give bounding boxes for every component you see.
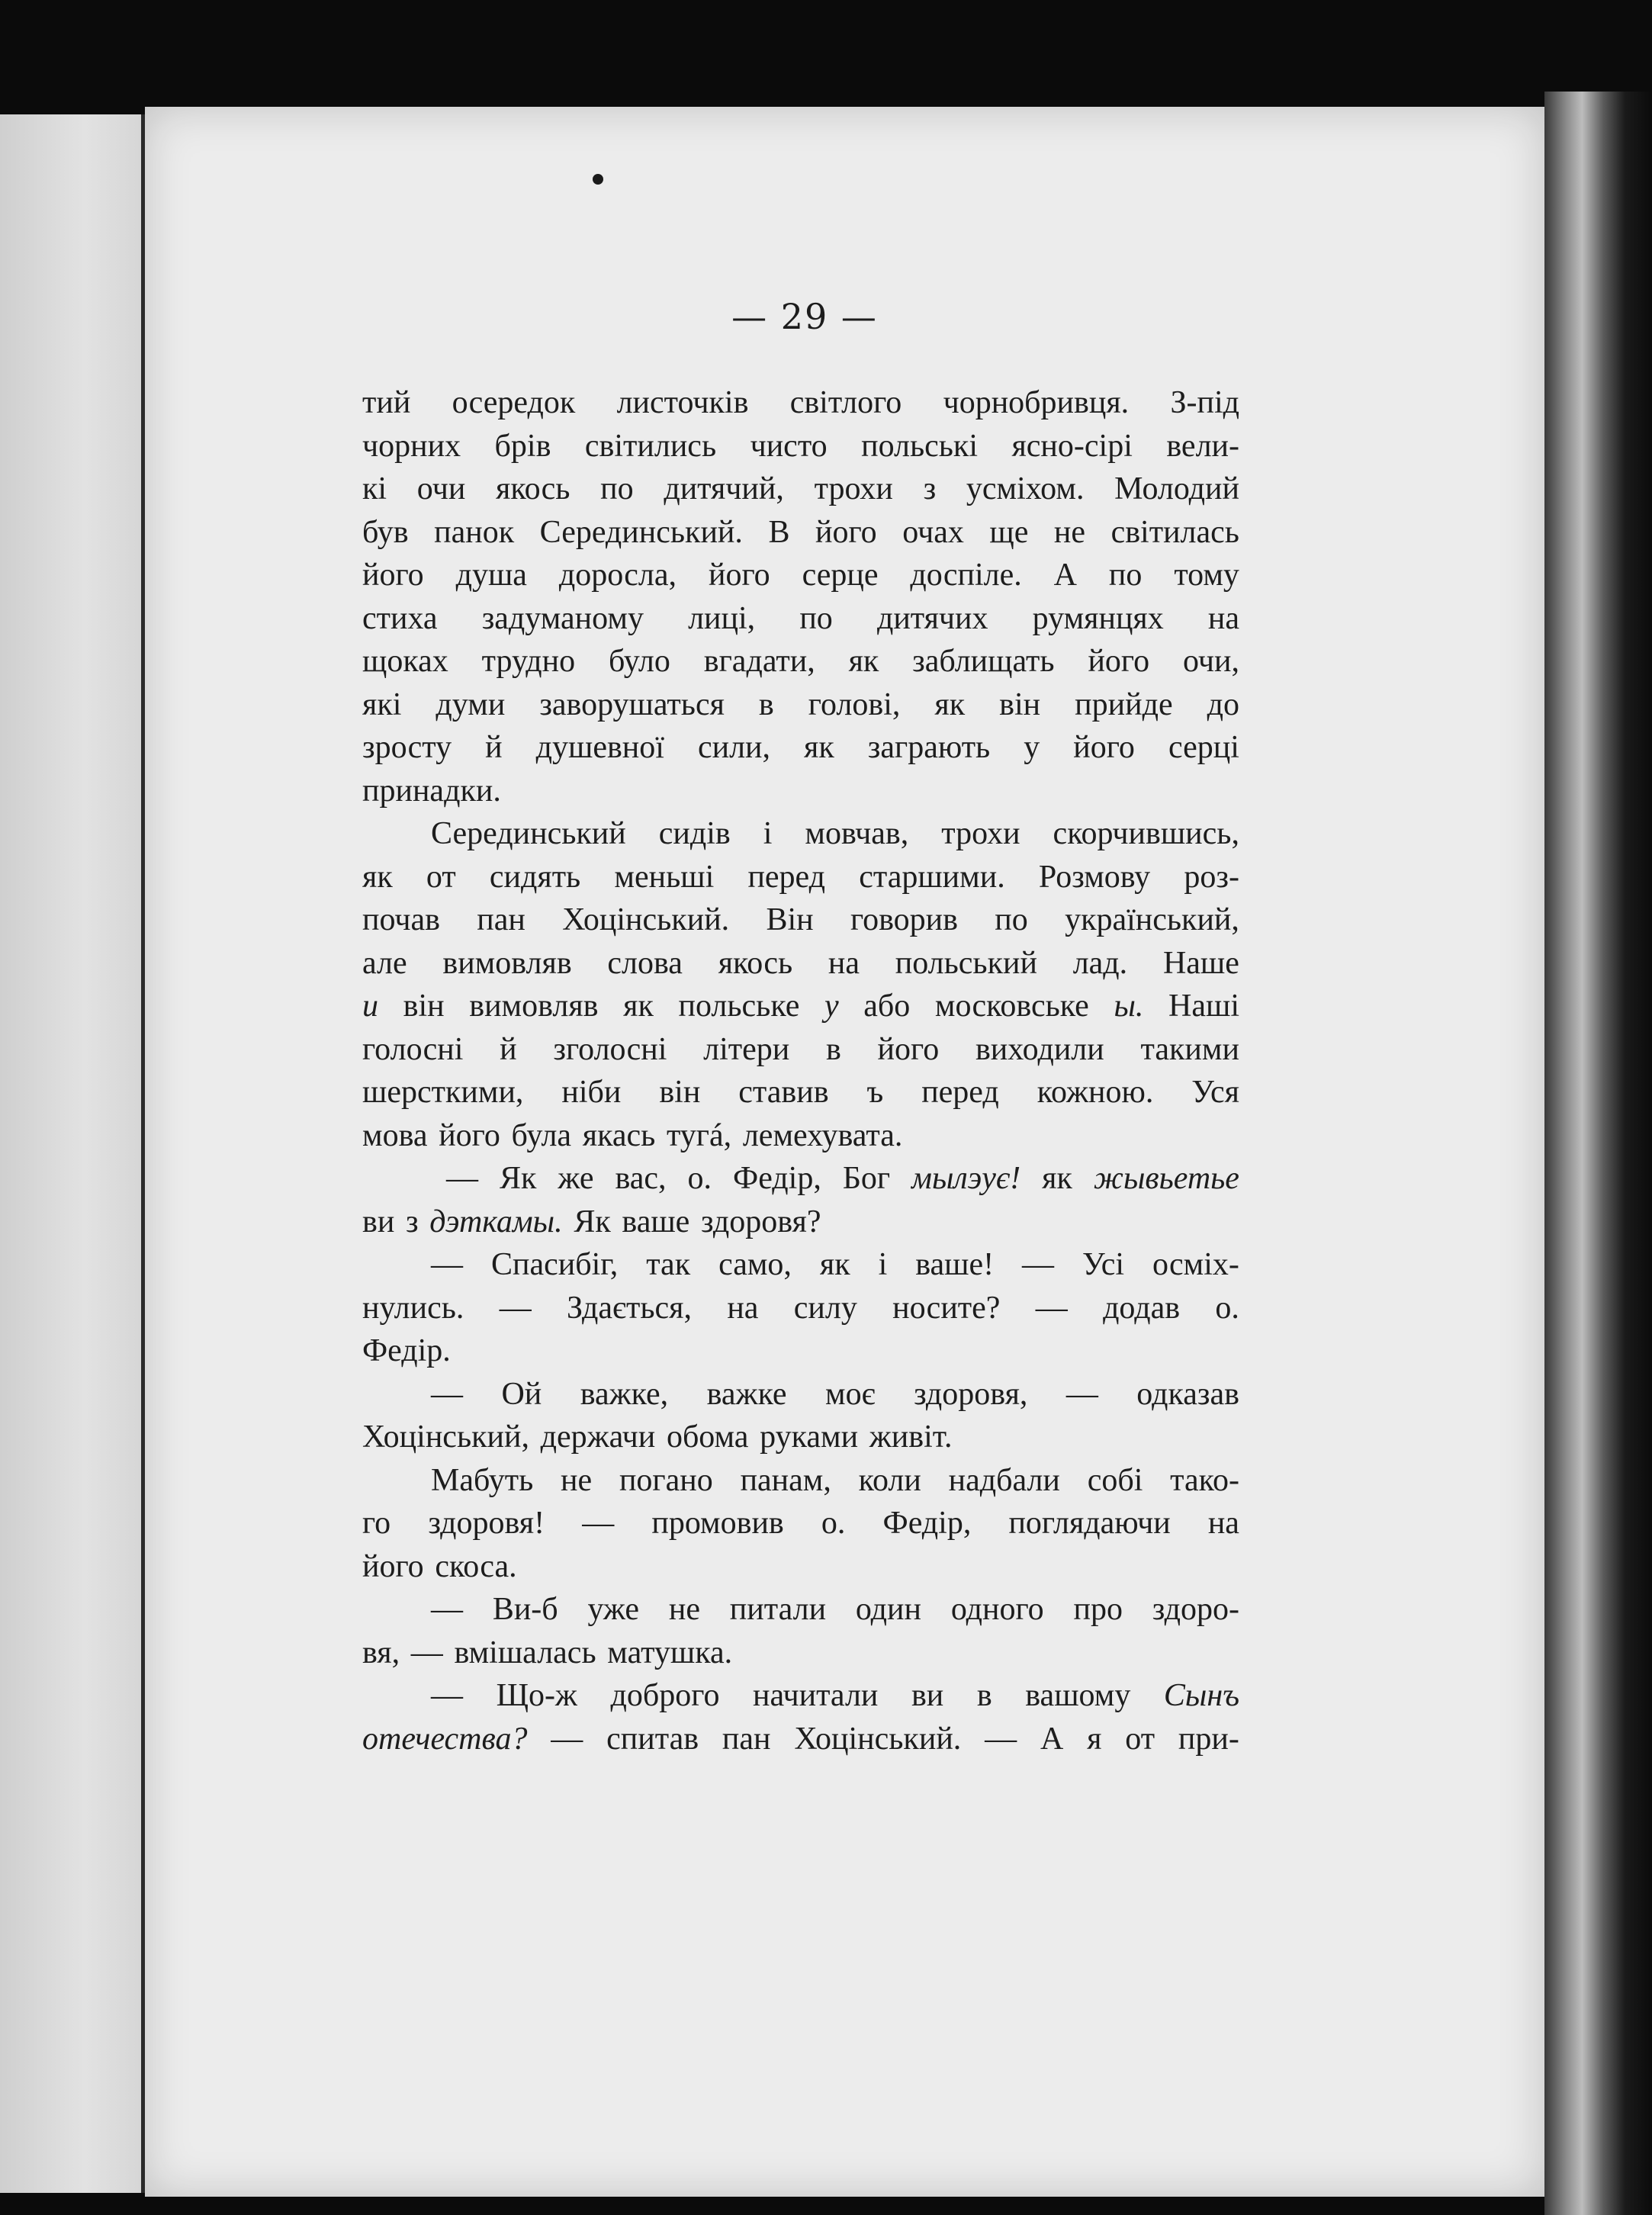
word: й xyxy=(485,730,503,765)
word: осміх- xyxy=(1152,1247,1239,1282)
word: душа xyxy=(455,558,527,593)
word: Хоцінський. xyxy=(562,902,730,937)
text-line xyxy=(362,511,1239,555)
word: вели- xyxy=(1166,428,1239,464)
word: Хоцінський, xyxy=(362,1419,529,1455)
text-line xyxy=(362,1459,1239,1503)
word: ставив xyxy=(738,1075,829,1110)
word: його xyxy=(1073,730,1135,765)
word: виходили xyxy=(975,1031,1104,1067)
word: здоро- xyxy=(1152,1592,1239,1627)
word: при- xyxy=(1178,1721,1239,1757)
word: — xyxy=(431,1678,463,1713)
word: ви xyxy=(362,1204,395,1239)
word: ніби xyxy=(561,1075,622,1110)
word: А xyxy=(1053,558,1077,593)
word: у xyxy=(1024,730,1040,765)
word: Розмову xyxy=(1038,859,1151,895)
word: пан xyxy=(722,1721,771,1757)
word: заворушаться xyxy=(539,686,725,722)
word: його xyxy=(877,1031,940,1067)
word: трохи xyxy=(814,471,893,506)
text-line xyxy=(362,1545,1239,1589)
word: старшими. xyxy=(859,859,1005,895)
text-line xyxy=(362,1718,1239,1761)
word: З-під xyxy=(1170,385,1239,420)
word: в xyxy=(758,686,774,722)
word: якось xyxy=(718,945,793,981)
word: такими xyxy=(1140,1031,1239,1067)
word: Як xyxy=(499,1161,537,1196)
word: вимовляв xyxy=(469,989,599,1024)
word: листочків xyxy=(616,385,749,420)
word: пан xyxy=(477,902,525,937)
word: як xyxy=(848,644,879,679)
word: Як xyxy=(574,1204,611,1239)
word: Він xyxy=(766,902,814,937)
word: Наші xyxy=(1168,989,1239,1024)
word: доброго xyxy=(610,1678,720,1713)
word: мовчав, xyxy=(805,816,909,851)
text-line xyxy=(362,381,1239,425)
word: Спасибіг, xyxy=(490,1247,619,1282)
word: мылэує! xyxy=(911,1161,1021,1196)
word: обома xyxy=(666,1419,749,1455)
word: в xyxy=(825,1031,841,1067)
word: осередок xyxy=(452,385,576,420)
word: по xyxy=(600,471,634,506)
word: його xyxy=(1088,644,1150,679)
word: жывьетье xyxy=(1093,1161,1239,1196)
word: польські xyxy=(861,428,978,464)
word: серце xyxy=(802,558,879,593)
word: ясно-сірі xyxy=(1011,428,1133,464)
word: нулись. xyxy=(362,1290,464,1326)
word: — xyxy=(1065,1376,1098,1412)
text-line xyxy=(362,812,1239,856)
text-line xyxy=(362,1243,1239,1287)
word: я xyxy=(1087,1721,1102,1757)
word: доросла, xyxy=(558,558,677,593)
word: як xyxy=(819,1247,850,1282)
word: мова xyxy=(362,1117,428,1153)
word: ъ xyxy=(866,1075,884,1110)
text-line xyxy=(362,1201,1239,1244)
word: меньші xyxy=(614,859,715,895)
word: Бог xyxy=(842,1161,891,1196)
word: руками xyxy=(760,1419,859,1455)
word: — xyxy=(1022,1247,1055,1282)
word: так xyxy=(646,1247,691,1282)
word: було xyxy=(609,644,670,679)
word: от xyxy=(1125,1721,1155,1757)
word: Сынъ xyxy=(1163,1678,1239,1713)
word: дитячий, xyxy=(664,471,784,506)
word: — xyxy=(431,1592,463,1627)
word: Ви-б xyxy=(492,1592,558,1627)
text-line xyxy=(362,640,1239,683)
word: він xyxy=(999,686,1041,722)
word: Усі xyxy=(1082,1247,1125,1282)
word: носите? xyxy=(892,1290,1001,1326)
word: ще xyxy=(989,514,1029,550)
word: заблищать xyxy=(912,644,1055,679)
word: якась xyxy=(582,1117,656,1153)
word: скорчившись, xyxy=(1053,816,1239,851)
word: лиці, xyxy=(688,600,756,636)
word: думи xyxy=(435,686,506,722)
word: держачи xyxy=(540,1419,656,1455)
word: начитали xyxy=(753,1678,879,1713)
word: — xyxy=(410,1635,443,1670)
word: не xyxy=(668,1592,700,1627)
word: й xyxy=(500,1031,517,1067)
word: вас, xyxy=(615,1161,667,1196)
word: вя, xyxy=(362,1635,400,1670)
word: перед xyxy=(921,1075,999,1110)
word: ваше! xyxy=(915,1247,995,1282)
word: говорив xyxy=(850,902,958,937)
word: само, xyxy=(718,1247,792,1282)
word: дитячих xyxy=(876,600,988,636)
word: важке xyxy=(706,1376,787,1412)
word: Що-ж xyxy=(496,1678,577,1713)
word: сили, xyxy=(697,730,771,765)
word: лемехувата. xyxy=(742,1117,903,1153)
word: голові, xyxy=(808,686,901,722)
word: по xyxy=(995,902,1028,937)
word: якось xyxy=(496,471,570,506)
word: В xyxy=(768,514,790,550)
word: тугá, xyxy=(666,1117,732,1153)
text-line xyxy=(362,1588,1239,1632)
word: брів xyxy=(494,428,551,464)
word: прийде xyxy=(1075,686,1173,722)
word: поглядаючи xyxy=(1008,1506,1171,1541)
word: він xyxy=(403,989,445,1024)
word: чорнобривця. xyxy=(943,385,1130,420)
word: здоровя! xyxy=(428,1506,545,1541)
word: вимовляв xyxy=(442,945,572,981)
word: Наше xyxy=(1162,945,1239,981)
word: польський xyxy=(895,945,1037,981)
word: і xyxy=(763,816,773,851)
page-number: — 29 — xyxy=(731,296,878,337)
word: його xyxy=(439,1117,500,1153)
word: Мабуть xyxy=(431,1462,534,1498)
word: от xyxy=(426,859,456,895)
word: о. xyxy=(821,1506,846,1541)
text-line xyxy=(362,468,1239,511)
word: очи, xyxy=(1182,644,1239,679)
word: як xyxy=(1042,1161,1072,1196)
word: тому xyxy=(1174,558,1239,593)
text-line xyxy=(362,1674,1239,1718)
word: го xyxy=(362,1506,391,1541)
word: — xyxy=(985,1721,1017,1757)
text-line xyxy=(362,683,1239,727)
text-line xyxy=(362,899,1239,942)
word: кожною. xyxy=(1037,1075,1154,1110)
text-line xyxy=(362,726,1239,770)
text-line xyxy=(362,1157,1239,1201)
word: же xyxy=(558,1161,594,1196)
left-facing-page xyxy=(0,114,146,2193)
word: одного xyxy=(950,1592,1044,1627)
word: отечества? xyxy=(362,1721,528,1757)
body-text xyxy=(362,381,1239,1760)
word: здоровя, xyxy=(914,1376,1028,1412)
word: коли xyxy=(858,1462,921,1498)
word: вашому xyxy=(1025,1678,1131,1713)
text-line xyxy=(362,1114,1239,1158)
word: як xyxy=(804,730,834,765)
word: — xyxy=(499,1290,532,1326)
word: и xyxy=(362,989,378,1024)
word: московське xyxy=(934,989,1089,1024)
word: очах xyxy=(902,514,964,550)
word: зголосні xyxy=(553,1031,667,1067)
word: по xyxy=(1108,558,1143,593)
word: шерсткими, xyxy=(362,1075,524,1110)
word: силу xyxy=(793,1290,857,1326)
text-line xyxy=(362,1416,1239,1459)
word: ваше xyxy=(622,1204,690,1239)
word: його xyxy=(815,514,877,550)
word: перед xyxy=(747,859,826,895)
word: надбали xyxy=(948,1462,1060,1498)
word: почав xyxy=(362,902,440,937)
word: питали xyxy=(729,1592,827,1627)
word: погано xyxy=(619,1462,713,1498)
word: серці xyxy=(1168,730,1239,765)
word: очи xyxy=(416,471,466,506)
word: не xyxy=(561,1462,593,1498)
word: на xyxy=(1207,1506,1239,1541)
word: слова xyxy=(607,945,683,981)
word: кі xyxy=(362,471,387,506)
text-line xyxy=(362,1502,1239,1545)
word: принадки. xyxy=(362,773,501,809)
text-line xyxy=(362,770,1239,813)
word: світилась xyxy=(1110,514,1239,550)
word: Федір. xyxy=(362,1333,451,1368)
word: роз- xyxy=(1184,859,1239,895)
word: трудно xyxy=(481,644,576,679)
word: його xyxy=(362,1548,424,1584)
word: панок xyxy=(434,514,515,550)
word: зросту xyxy=(362,730,452,765)
word: щоках xyxy=(362,644,448,679)
word: Федір, xyxy=(882,1506,972,1541)
ink-dot xyxy=(593,174,603,185)
word: в xyxy=(976,1678,992,1713)
word: світлого xyxy=(789,385,902,420)
word: одказав xyxy=(1136,1376,1239,1412)
word: чисто xyxy=(750,428,828,464)
word: ы. xyxy=(1114,989,1144,1024)
word: його xyxy=(362,558,424,593)
word: скоса. xyxy=(435,1548,517,1584)
word: спитав xyxy=(606,1721,699,1757)
word: здоровя? xyxy=(701,1204,821,1239)
word: і xyxy=(878,1247,888,1282)
word: про xyxy=(1073,1592,1123,1627)
word: не xyxy=(1053,514,1086,550)
word: — xyxy=(431,1376,463,1412)
word: о. xyxy=(687,1161,712,1196)
word: задуманому xyxy=(481,600,644,636)
text-line xyxy=(362,856,1239,899)
word: тий xyxy=(362,385,411,420)
text-line xyxy=(362,1287,1239,1330)
word: як xyxy=(623,989,654,1024)
word: сидять xyxy=(489,859,581,895)
word: чорних xyxy=(362,428,461,464)
word: промовив xyxy=(651,1506,784,1541)
word: матушка. xyxy=(607,1635,733,1670)
word: світились xyxy=(584,428,717,464)
word: ви xyxy=(911,1678,944,1713)
word: на xyxy=(828,945,860,981)
word: важке, xyxy=(580,1376,669,1412)
word: додав xyxy=(1103,1290,1181,1326)
word: Хоцінський. xyxy=(794,1721,962,1757)
text-line xyxy=(362,425,1239,468)
word: як xyxy=(362,859,393,895)
text-line xyxy=(362,1071,1239,1114)
word: літери xyxy=(703,1031,790,1067)
word: або xyxy=(863,989,911,1024)
word: його xyxy=(708,558,770,593)
word: Уся xyxy=(1191,1075,1239,1110)
word: моє xyxy=(825,1376,876,1412)
text-line xyxy=(362,554,1239,597)
text-line xyxy=(362,597,1239,641)
word: душевної xyxy=(535,730,664,765)
word: але xyxy=(362,945,407,981)
word: о. xyxy=(1215,1290,1239,1326)
word: як xyxy=(934,686,966,722)
word: вгадати, xyxy=(703,644,815,679)
word: румянцях xyxy=(1032,600,1164,636)
word: стиха xyxy=(362,600,438,636)
word: заграють xyxy=(867,730,991,765)
word: польське xyxy=(678,989,800,1024)
word: на xyxy=(727,1290,759,1326)
word: по xyxy=(799,600,833,636)
word: — xyxy=(582,1506,615,1541)
word: Ой xyxy=(501,1376,542,1412)
word: трохи xyxy=(941,816,1020,851)
word: Серединський. xyxy=(539,514,743,550)
word: Здається, xyxy=(567,1290,693,1326)
word: Молодий xyxy=(1114,471,1239,506)
text-line xyxy=(362,1329,1239,1373)
word: собі xyxy=(1087,1462,1143,1498)
text-line xyxy=(362,1632,1239,1675)
word: до xyxy=(1207,686,1239,722)
word: Серединський xyxy=(431,816,626,851)
word: — xyxy=(446,1161,478,1196)
book-edge xyxy=(1544,92,1652,2215)
word: один xyxy=(855,1592,922,1627)
text-line xyxy=(362,942,1239,985)
text-line xyxy=(362,1373,1239,1416)
word: у xyxy=(824,989,839,1024)
word: був xyxy=(362,514,409,550)
word: живіт. xyxy=(869,1419,953,1455)
word: голосні xyxy=(362,1031,464,1067)
word: — xyxy=(1035,1290,1068,1326)
word: тако- xyxy=(1170,1462,1239,1498)
text-line xyxy=(362,1028,1239,1072)
word: — xyxy=(551,1721,583,1757)
word: з xyxy=(406,1204,419,1239)
word: вмішалась xyxy=(454,1635,596,1670)
word: з xyxy=(923,471,937,506)
word: лад. xyxy=(1072,945,1128,981)
word: Федір, xyxy=(733,1161,821,1196)
word: А xyxy=(1040,1721,1064,1757)
word: — xyxy=(431,1247,463,1282)
word: була xyxy=(511,1117,572,1153)
text-line xyxy=(362,985,1239,1028)
word: на xyxy=(1207,600,1239,636)
word: український, xyxy=(1065,902,1239,937)
word: які xyxy=(362,686,402,722)
word: сидів xyxy=(658,816,731,851)
word: панам, xyxy=(740,1462,831,1498)
word: усміхом. xyxy=(966,471,1085,506)
word: дэткамы. xyxy=(429,1204,563,1239)
word: доспіле. xyxy=(910,558,1022,593)
word: він xyxy=(659,1075,701,1110)
word: уже xyxy=(587,1592,640,1627)
